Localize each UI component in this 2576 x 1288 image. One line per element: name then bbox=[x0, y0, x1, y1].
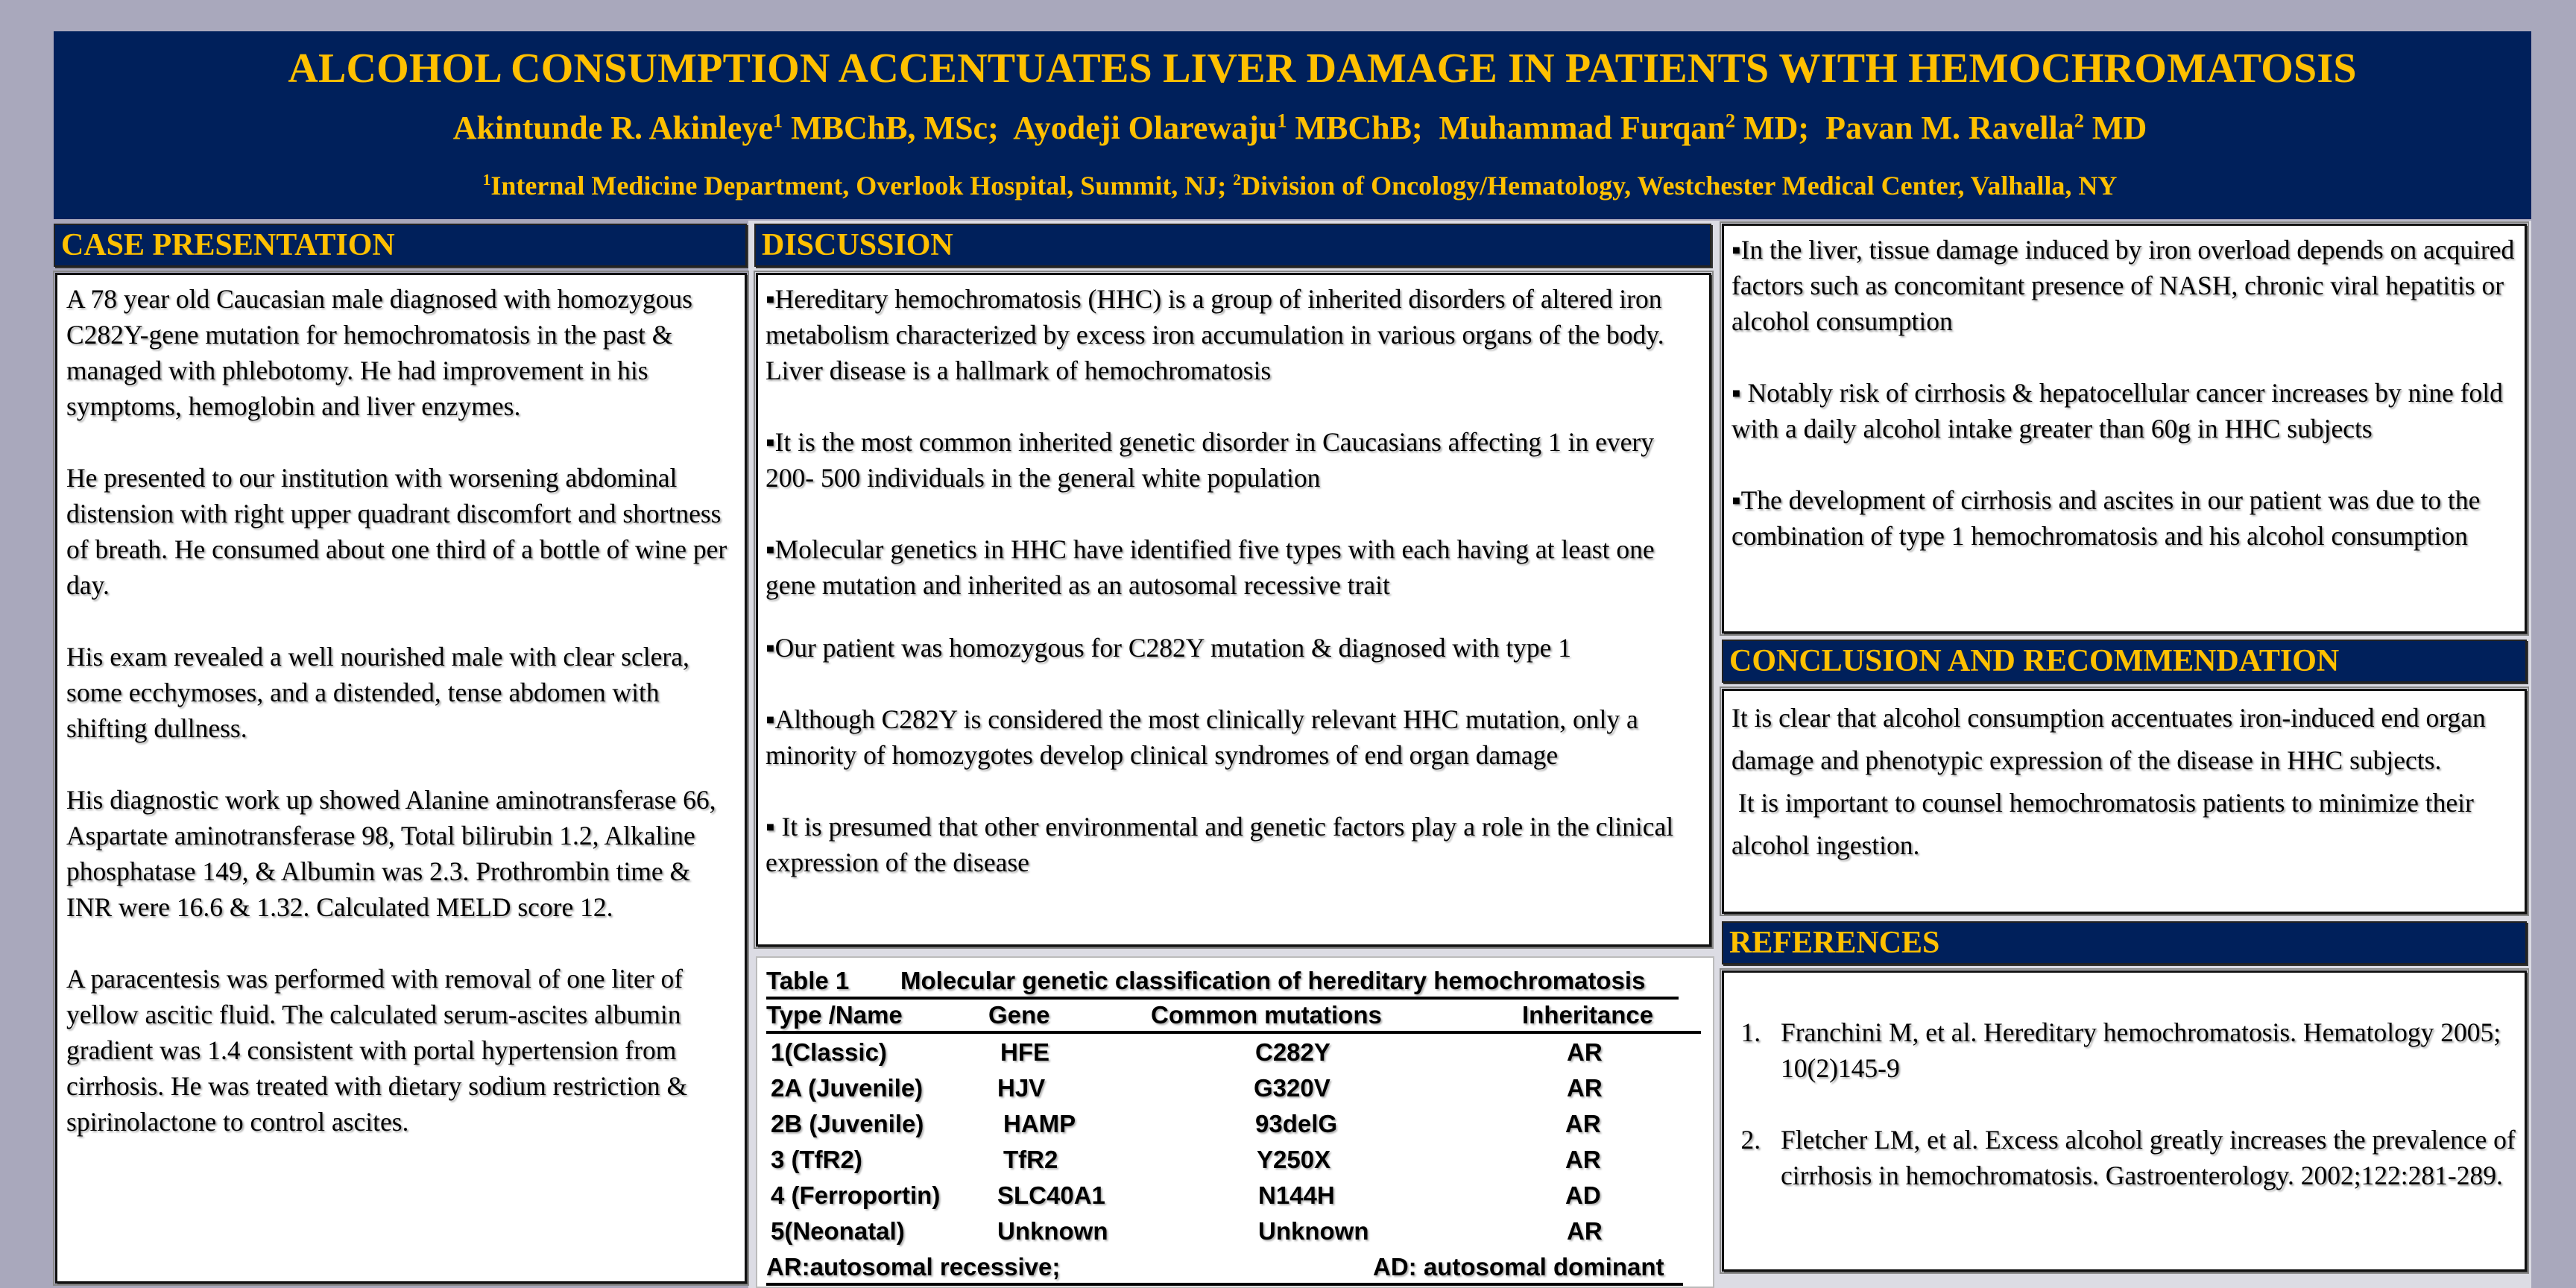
bullet-icon: ▪ bbox=[1731, 378, 1741, 408]
bullet-item: ▪ It is presumed that other environmental and genetic factors play a role in the clinical expression of the disease bbox=[765, 812, 1681, 877]
bullet-item: ▪ Notably risk of cirrhosis & hepatocellular cancer increases by nine fold with a daily alcohol intake greater than 60g in HHC subjects bbox=[1731, 378, 2510, 443]
author-degree: MBChB; bbox=[1287, 110, 1439, 146]
discussion-continued-body bbox=[1722, 224, 2527, 634]
affiliation-mark: 2 bbox=[1725, 109, 1736, 132]
bullet-item: ▪Our patient was homozygous for C282Y mutation & diagnosed with type 1 bbox=[765, 633, 1572, 663]
poster-header bbox=[54, 31, 2531, 219]
bullet-item: ▪It is the most common inherited genetic disorder in Caucasians affecting 1 in every 200- 500 individuals in the general white population bbox=[765, 427, 1654, 493]
table-caption-label: Table 1 bbox=[766, 967, 850, 994]
discussion-heading bbox=[754, 224, 1711, 267]
table-row: 2B (Juvenile) HAMP 93delG AR bbox=[771, 1110, 1601, 1137]
paragraph: A paracentesis was performed with removal of one liter of yellow ascitic fluid. The calculated serum-ascites albumin gradient was 1.4 consistent with portal hypertension from cirrhosis. He was treated with dietary sodium restriction & spirinolactone to control ascites. bbox=[66, 964, 688, 1137]
bullet-icon: ▪ bbox=[765, 633, 775, 663]
table-row: 1(Classic) HFE C282Y AR bbox=[771, 1038, 1603, 1066]
section-title: CASE PRESENTATION bbox=[61, 228, 395, 262]
column-header: Type /Name bbox=[766, 1001, 903, 1029]
bullet-icon: ▪ bbox=[765, 534, 775, 564]
author-name: Ayodeji Olarewaju bbox=[1013, 110, 1278, 146]
paragraph: He presented to our institution with worsening abdominal distension with right upper quadrant discomfort and shortness of breath. He consumed about one third of a bottle of wine per day. bbox=[66, 463, 727, 600]
affiliation-mark: 1 bbox=[1277, 109, 1287, 132]
section-title: CONCLUSION AND RECOMMENDATION bbox=[1729, 644, 2340, 678]
bullet-item: ▪Hereditary hemochromatosis (HHC) is a group of inherited disorders of altered iron metabolism characterized by excess iron accumulation in various organs of the body. Liver disease is a hallmark of hemochromatosis bbox=[765, 284, 1664, 385]
bullet-icon: ▪ bbox=[765, 704, 775, 734]
paragraph: A 78 year old Caucasian male diagnosed with homozygous C282Y-gene mutation for hemochromatosis in the past & managed with phlebotomy. He had improvement in his symptoms, hemoglobin and liver enzymes. bbox=[66, 284, 692, 421]
affiliation-text: Internal Medicine Department, Overlook Hospital, Summit, NJ; bbox=[490, 171, 1234, 201]
author-name: Muhammad Furqan bbox=[1439, 110, 1726, 146]
reference-list bbox=[1724, 1014, 2517, 1193]
bullet-icon: ▪ bbox=[1731, 235, 1741, 265]
table-row: 2A (Juvenile) HJV G320V AR bbox=[771, 1074, 1603, 1102]
table-footnote bbox=[763, 1250, 1701, 1284]
author-name: Pavan M. Ravella bbox=[1825, 110, 2074, 146]
author-degree: MBChB, MSc; bbox=[783, 110, 1014, 146]
case-presentation-heading bbox=[54, 224, 747, 267]
references-heading bbox=[1722, 921, 2527, 965]
author-list bbox=[54, 109, 2531, 147]
section-title: DISCUSSION bbox=[762, 228, 953, 262]
paragraph: His diagnostic work up showed Alanine aminotransferase 66, Aspartate aminotransferase 98, Total bilirubin 1.2, Alkaline phosphatase 149, & Albumin was 2.3. Prothrombin time & INR were 16.6 & 1.32. Calculated MELD score 12. bbox=[66, 785, 716, 922]
affiliation-mark: 1 bbox=[772, 109, 783, 132]
footnote-ar: AR:autosomal recessive; bbox=[766, 1253, 1061, 1281]
section-title: REFERENCES bbox=[1729, 926, 1940, 960]
bullet-item: ▪The development of cirrhosis and ascites in our patient was due to the combination of type 1 hemochromatosis and his alcohol consumption bbox=[1731, 485, 2481, 551]
bullet-item: ▪Although C282Y is considered the most clinically relevant HHC mutation, only a minority of homozygotes develop clinical syndromes of end organ damage bbox=[765, 704, 1638, 770]
reference-item: 1. Franchini M, et al. Hereditary hemochromatosis. Hematology 2005; 10(2)145-9 bbox=[1767, 1014, 2517, 1086]
affiliation-mark: 2 bbox=[1233, 171, 1242, 189]
column-header: Inheritance bbox=[1522, 1001, 1654, 1029]
affiliation-mark: 1 bbox=[482, 171, 491, 189]
column-header: Gene bbox=[988, 1001, 1050, 1029]
conclusion-body bbox=[1722, 689, 2527, 914]
column-header: Common mutations bbox=[1151, 1001, 1382, 1029]
paragraph: His exam revealed a well nourished male with clear sclera, some ecchymoses, and a distended, tense abdomen with shifting dullness. bbox=[66, 642, 689, 743]
conclusion-heading bbox=[1722, 640, 2527, 683]
author-degree: MD bbox=[2083, 110, 2147, 146]
bullet-item: ▪In the liver, tissue damage induced by iron overload depends on acquired factors such as concomitant presence of NASH, chronic viral hepatitis or alcohol consumption bbox=[1731, 235, 2515, 336]
table-row: 5(Neonatal) Unknown Unknown AR bbox=[771, 1217, 1603, 1245]
bullet-icon: ▪ bbox=[1731, 485, 1741, 515]
genetic-classification-table bbox=[756, 956, 1714, 1288]
reference-item: 2. Fletcher LM, et al. Excess alcohol greatly increases the prevalence of cirrhosis in hemochromatosis. Gastroenterology. 2002;122:281-289. bbox=[1767, 1122, 2517, 1193]
table-caption-text: Molecular genetic classification of hereditary hemochromatosis bbox=[900, 967, 1646, 994]
author-name: Akintunde R. Akinleye bbox=[452, 110, 773, 146]
affiliation-text: Division of Oncology/Hematology, Westchester Medical Center, Valhalla, NY bbox=[1241, 171, 2118, 201]
bullet-item: ▪Molecular genetics in HHC have identified five types with each having at least one gene mutation and inherited as an autosomal recessive trait bbox=[765, 534, 1655, 600]
poster-title: ALCOHOL CONSUMPTION ACCENTUATES LIVER DAMAGE IN PATIENTS WITH HEMOCHROMATOSIS bbox=[288, 45, 2357, 92]
table-caption bbox=[763, 964, 1701, 998]
bullet-icon: ▪ bbox=[765, 427, 775, 457]
bullet-icon: ▪ bbox=[765, 812, 775, 842]
author-degree: MD; bbox=[1735, 110, 1826, 146]
case-presentation-body bbox=[55, 273, 747, 1284]
table-row: 4 (Ferroportin) SLC40A1 N144H AD bbox=[771, 1181, 1601, 1209]
bullet-icon: ▪ bbox=[765, 284, 775, 314]
discussion-body bbox=[756, 273, 1711, 947]
affiliation-mark: 2 bbox=[2074, 109, 2084, 132]
paragraph: It is clear that alcohol consumption accentuates iron-induced end organ damage and phenotypic expression of the disease in HHC subjects. bbox=[1731, 703, 2486, 775]
table-header-row bbox=[763, 998, 1701, 1032]
affiliations bbox=[54, 170, 2531, 201]
footnote-ad: AD: autosomal dominant bbox=[1373, 1253, 1664, 1281]
table-row: 3 (TfR2) TfR2 Y250X AR bbox=[771, 1146, 1601, 1173]
paragraph: It is important to counsel hemochromatosis patients to minimize their alcohol ingestion. bbox=[1731, 788, 2481, 860]
references-body bbox=[1722, 970, 2527, 1272]
